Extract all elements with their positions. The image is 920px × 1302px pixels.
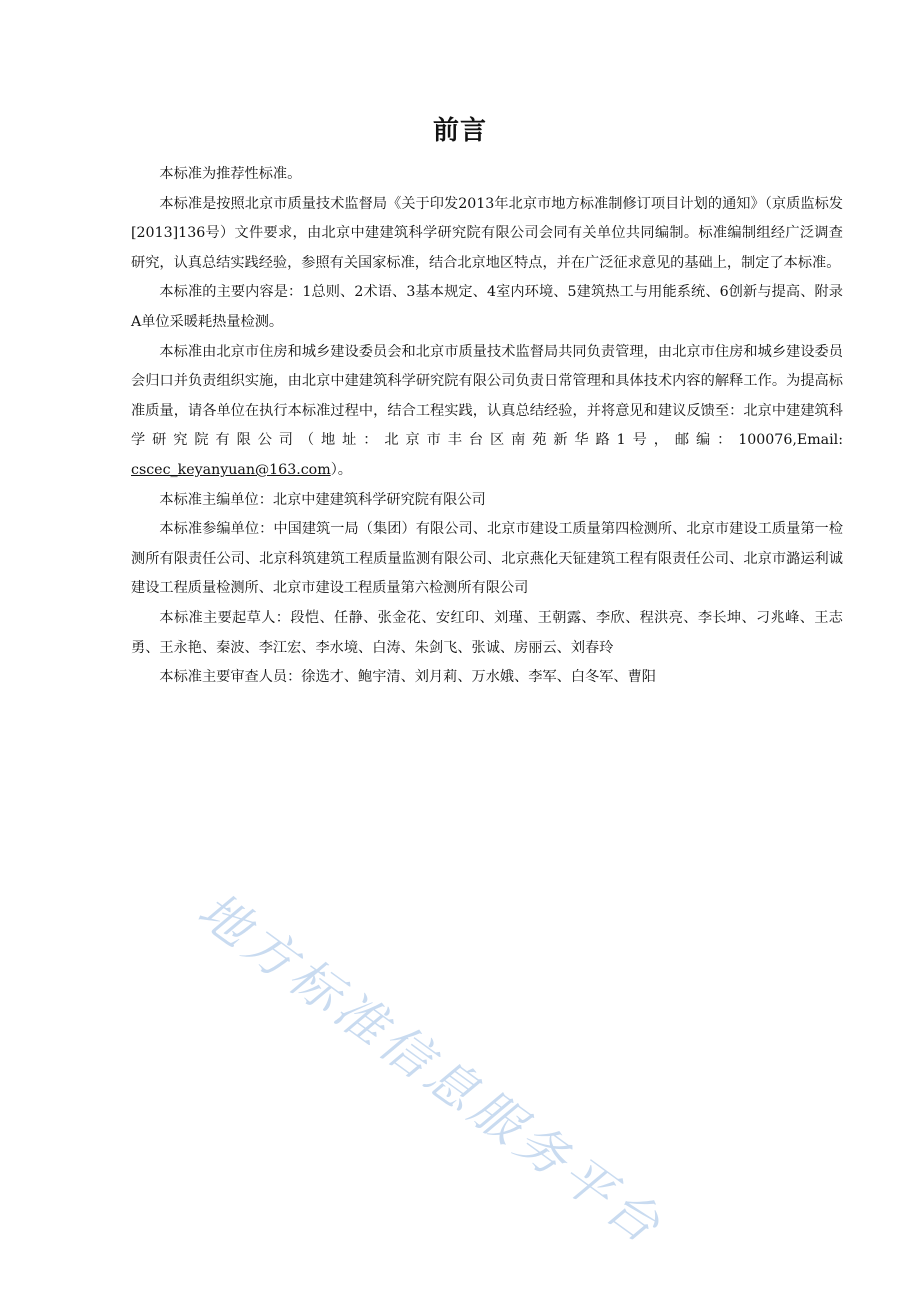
page-title: 前言 [432,116,487,146]
feedback-text-end: ）。 [330,461,352,478]
paragraph-recommended-standard: 本标准为推荐性标准。 [159,166,302,182]
feedback-text: 本标准由北京市住房和城乡建设委员会和北京市质量技术监督局共同负责管理，由北京市住房和城乡建设委员会归口并负责组织实施，由北京中建建筑科学研究院有限公司负责日常管理和具体技术内容的解释工作。为提高标准质量，请各单位在执行本标准过程中，结合工程实践，认真总结经验，并将意见和建议反馈至：北京中建建筑科学研究院有限公司（地址：北京市丰台区南苑新华路1号，邮编：100076,Email: [131,343,843,449]
paragraph-participating-units: 本标准参编单位：中国建筑一局（集团）有限公司、北京市建设工质量第四检测所、北京市建设工质量第一检测所有限责任公司、北京科筑建筑工程质量监测有限公司、北京燕化天钲建筑工程有限责任公司、北京市潞运利诚建设工程质量检测所、北京市建设工程质量第六检测所有限公司 [131,521,843,597]
preface-body [131,160,843,693]
paragraph-compilation-basis: 本标准是按照北京市质量技术监督局《关于印发2013年北京市地方标准制修订项目计划的通知》（京质监标发[2013]136号）文件要求，由北京中建建筑科学研究院有限公司会同有关单位共同编制。标准编制组经广泛调查研究，认真总结实践经验，参照有关国家标准，结合北京地区特点，并在广泛征求意见的基础上，制定了本标准。 [131,195,843,271]
paragraph-management-feedback [131,338,843,486]
paragraph-chief-editor: 本标准主编单位：北京中建建筑科学研究院有限公司 [159,491,486,508]
email-link[interactable]: cscec_keyanyuan@163.com [131,461,331,478]
paragraph-reviewers: 本标准主要审查人员：徐选才、鲍宇清、刘月莉、万水娥、李军、白冬军、曹阳 [159,669,656,686]
watermark: 地方标准信息服务平台 [187,880,675,1257]
paragraph-main-contents: 本标准的主要内容是：1总则、2术语、3基本规定、4室内环境、5建筑热工与用能系统、6创新与提高、附录A单位采暖耗热量检测。 [131,284,843,330]
paragraph-drafters: 本标准主要起草人：段恺、任静、张金花、安红印、刘瑾、王朝露、李欣、程洪亮、李长坤、刁兆峰、王志勇、王永艳、秦波、李江宏、李水境、白涛、朱剑飞、张诚、房丽云、刘春玲 [131,609,843,656]
